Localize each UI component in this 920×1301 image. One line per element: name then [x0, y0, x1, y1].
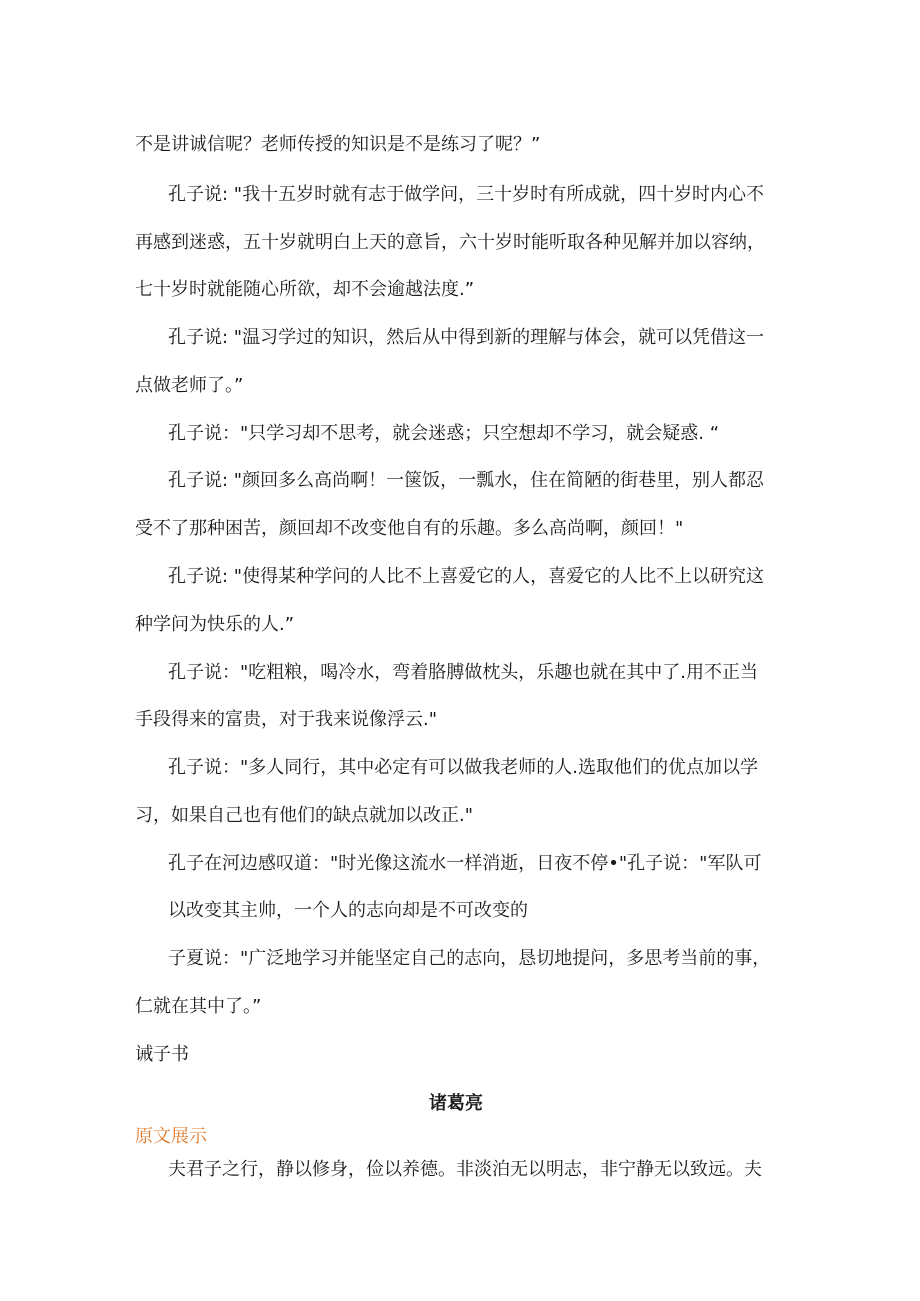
- text-line: 仁就在其中了。”: [135, 996, 262, 1017]
- paragraph-line: 夫君子之行，静以修身，俭以养德。非淡泊无以明志，非宁静无以致远。夫: [168, 1159, 762, 1180]
- paragraph-line: 孔子说: "颜回多么高尚啊！一箧饭，一瓢水，住在简陋的街巷里，别人都忍: [168, 470, 765, 491]
- text-line: 受不了那种困苦，颜回却不改变他自有的乐趣。多么高尚啊，颜回！": [135, 518, 684, 539]
- text-line: 再感到迷惑，五十岁就明白上天的意旨，六十岁时能听取各种见解并加以容纳，: [135, 232, 765, 253]
- text-line: 习，如果自己也有他们的缺点就加以改正.": [135, 805, 473, 826]
- text-line: 点做老师了。”: [135, 375, 244, 396]
- paragraph-line: 孔子说: "温习学过的知识，然后从中得到新的理解与体会，就可以凭借这一: [168, 327, 765, 348]
- section-heading: 诫子书: [135, 1044, 189, 1065]
- author-name: 诸葛亮: [429, 1093, 483, 1114]
- paragraph-line: 孔子说："只学习却不思考，就会迷惑；只空想却不学习，就会疑惑. “: [168, 423, 720, 444]
- text-line: 手段得来的富贵，对于我来说像浮云.": [135, 709, 437, 730]
- paragraph-line: 孔子说: "使得某种学问的人比不上喜爱它的人，喜爱它的人比不上以研究这: [168, 566, 765, 587]
- paragraph-line: 以改变其主帅，一个人的志向却是不可改变的: [168, 900, 528, 921]
- paragraph-line: 孔子在河边感叹道："时光像这流水一样消逝，日夜不停•"孔子说："军队可: [168, 853, 762, 874]
- paragraph-line: 孔子说："吃粗粮，喝冷水，弯着胳膊做枕头，乐趣也就在其中了.用不正当: [168, 662, 758, 683]
- text-line: 不是讲诚信呢？老师传授的知识是不是练习了呢？”: [135, 134, 541, 155]
- paragraph-line: 孔子说: "我十五岁时就有志于做学问，三十岁时有所成就，四十岁时内心不: [168, 184, 765, 205]
- paragraph-line: 子夏说："广泛地学习并能坚定自己的志向，恳切地提问，多思考当前的事，: [168, 948, 771, 969]
- section-label: 原文展示: [135, 1126, 207, 1147]
- paragraph-line: 孔子说："多人同行，其中必定有可以做我老师的人.选取他们的优点加以学: [168, 757, 758, 778]
- text-line: 七十岁时就能随心所欲，却不会逾越法度.”: [135, 279, 475, 300]
- text-line: 种学问为快乐的人.”: [135, 614, 295, 635]
